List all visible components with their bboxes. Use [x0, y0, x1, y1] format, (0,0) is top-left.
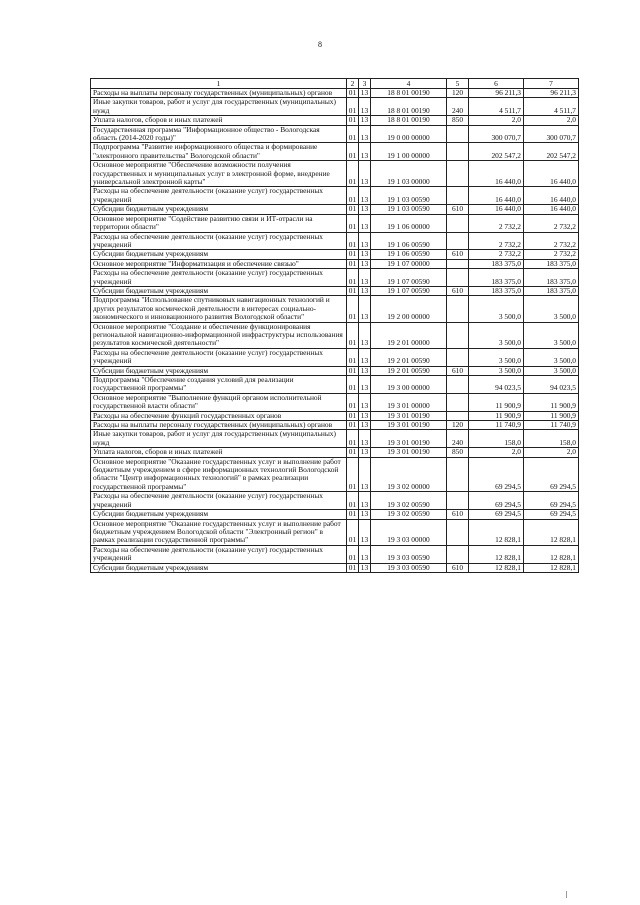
- cell-sum-year-1: 2,0: [469, 116, 524, 125]
- cell-sum-year-1: 300 070,7: [469, 125, 524, 143]
- cell-name: Основное мероприятие "Содействие развитию связи и ИТ-отрасли на территории области": [91, 214, 347, 232]
- table-row: [91, 492, 579, 510]
- margin-mark: [566, 891, 567, 898]
- cell-subsection: 13: [359, 348, 371, 366]
- cell-section: 01: [347, 205, 359, 214]
- cell-subsection: 13: [359, 259, 371, 268]
- cell-expense-type: 610: [447, 510, 469, 519]
- cell-name: Расходы на обеспечение деятельности (оказание услуг) государственных учреждений: [91, 545, 347, 563]
- cell-name: Подпрограмма "Развитие информационного общества и формирование "электронного правительства" Вологодской области": [91, 143, 347, 161]
- cell-name: Субсидии бюджетным учреждениям: [91, 205, 347, 214]
- cell-sum-year-1: 69 294,5: [469, 457, 524, 492]
- cell-sum-year-1: 94 023,5: [469, 376, 524, 394]
- cell-section: 01: [347, 448, 359, 457]
- cell-section: 01: [347, 214, 359, 232]
- cell-subsection: 13: [359, 143, 371, 161]
- cell-expense-type: 850: [447, 116, 469, 125]
- cell-sum-year-1: 11 900,9: [469, 393, 524, 411]
- cell-expense-type: 610: [447, 366, 469, 375]
- cell-name: Подпрограмма "Использование спутниковых навигационных технологий и других результатов космической деятельности в интересах социально-экономического и инновационного развития Вологодской области": [91, 296, 347, 322]
- table-row: [91, 376, 579, 394]
- cell-target-article: 19 1 00 00000: [371, 143, 447, 161]
- cell-sum-year-2: 16 440,0: [524, 187, 579, 205]
- cell-name: Расходы на обеспечение деятельности (оказание услуг) государственных учреждений: [91, 232, 347, 250]
- cell-sum-year-2: 2 732,2: [524, 214, 579, 232]
- cell-name: Субсидии бюджетным учреждениям: [91, 510, 347, 519]
- cell-sum-year-2: 69 294,5: [524, 510, 579, 519]
- cell-target-article: 19 2 01 00590: [371, 348, 447, 366]
- cell-sum-year-2: 69 294,5: [524, 457, 579, 492]
- cell-target-article: 19 3 02 00000: [371, 457, 447, 492]
- table-row: [91, 250, 579, 259]
- table-row: [91, 187, 579, 205]
- cell-subsection: 13: [359, 205, 371, 214]
- cell-name: Расходы на обеспечение функций государственных органов: [91, 411, 347, 420]
- cell-target-article: 19 1 03 00590: [371, 187, 447, 205]
- table-row: [91, 430, 579, 448]
- cell-name: Расходы на обеспечение деятельности (оказание услуг) государственных учреждений: [91, 348, 347, 366]
- cell-section: 01: [347, 545, 359, 563]
- cell-target-article: 19 1 03 00590: [371, 205, 447, 214]
- cell-sum-year-2: 11 900,9: [524, 411, 579, 420]
- cell-sum-year-1: 16 440,0: [469, 205, 524, 214]
- table-row: [91, 348, 579, 366]
- cell-section: 01: [347, 322, 359, 348]
- cell-name: Основное мероприятие "Обеспечение возможности получения государственных и муниципальных услуг в электронной форме, внедрение универсальной электронной карты": [91, 161, 347, 187]
- cell-subsection: 13: [359, 98, 371, 116]
- cell-section: 01: [347, 457, 359, 492]
- cell-subsection: 13: [359, 116, 371, 125]
- cell-name: Расходы на обеспечение деятельности (оказание услуг) государственных учреждений: [91, 187, 347, 205]
- cell-sum-year-1: 3 500,0: [469, 322, 524, 348]
- cell-sum-year-2: 2,0: [524, 448, 579, 457]
- table-row: [91, 161, 579, 187]
- cell-section: 01: [347, 286, 359, 295]
- table-row: [91, 205, 579, 214]
- header-cell: 6: [469, 79, 524, 89]
- cell-target-article: 19 2 00 00000: [371, 296, 447, 322]
- cell-section: 01: [347, 259, 359, 268]
- cell-section: 01: [347, 187, 359, 205]
- cell-sum-year-1: 183 375,0: [469, 269, 524, 287]
- cell-target-article: 19 3 03 00000: [371, 519, 447, 545]
- table-header-row: [91, 79, 579, 89]
- cell-name: Основное мероприятие "Оказание государственных услуг и выполнение работ бюджетным учреждением в сфере информационных технологий Вологодской области "Центр информационных технологий" в рамках реализации государственной программы": [91, 457, 347, 492]
- cell-target-article: 19 3 03 00590: [371, 545, 447, 563]
- cell-subsection: 13: [359, 545, 371, 563]
- cell-sum-year-2: 3 500,0: [524, 322, 579, 348]
- cell-sum-year-2: 300 070,7: [524, 125, 579, 143]
- cell-sum-year-2: 202 547,2: [524, 143, 579, 161]
- table-row: [91, 457, 579, 492]
- cell-section: 01: [347, 411, 359, 420]
- cell-target-article: 18 8 01 00190: [371, 98, 447, 116]
- cell-sum-year-1: 11 740,9: [469, 421, 524, 430]
- cell-sum-year-1: 12 828,1: [469, 519, 524, 545]
- cell-name: Основное мероприятие "Оказание государственных услуг и выполнение работ бюджетным учреждением Вологодской области "Электронный регион" в рамках реализации государственной программы": [91, 519, 347, 545]
- cell-target-article: 19 3 01 00190: [371, 448, 447, 457]
- cell-subsection: 13: [359, 269, 371, 287]
- cell-target-article: 19 1 06 00590: [371, 232, 447, 250]
- cell-sum-year-2: 183 375,0: [524, 286, 579, 295]
- table-row: [91, 510, 579, 519]
- cell-name: Расходы на выплаты персоналу государственных (муниципальных) органов: [91, 89, 347, 98]
- cell-target-article: 19 1 07 00000: [371, 259, 447, 268]
- cell-expense-type: [447, 457, 469, 492]
- cell-sum-year-1: 16 440,0: [469, 161, 524, 187]
- cell-section: 01: [347, 348, 359, 366]
- cell-expense-type: [447, 214, 469, 232]
- cell-expense-type: [447, 519, 469, 545]
- cell-sum-year-2: 96 211,3: [524, 89, 579, 98]
- cell-name: Иные закупки товаров, работ и услуг для государственных (муниципальных) нужд: [91, 430, 347, 448]
- cell-expense-type: [447, 143, 469, 161]
- cell-sum-year-2: 16 440,0: [524, 205, 579, 214]
- cell-sum-year-1: 3 500,0: [469, 296, 524, 322]
- cell-target-article: 19 3 01 00190: [371, 430, 447, 448]
- cell-expense-type: 240: [447, 430, 469, 448]
- cell-section: 01: [347, 89, 359, 98]
- cell-sum-year-2: 4 511,7: [524, 98, 579, 116]
- table-row: [91, 563, 579, 572]
- header-cell: 5: [447, 79, 469, 89]
- cell-sum-year-2: 69 294,5: [524, 492, 579, 510]
- cell-sum-year-2: 2,0: [524, 116, 579, 125]
- cell-sum-year-1: 2,0: [469, 448, 524, 457]
- cell-expense-type: [447, 125, 469, 143]
- cell-name: Государственная программа "Информационное общество - Вологодская область (2014-2020 годы)": [91, 125, 347, 143]
- cell-name: Подпрограмма "Обеспечение создания условий для реализации государственной программы": [91, 376, 347, 394]
- cell-name: Субсидии бюджетным учреждениям: [91, 286, 347, 295]
- cell-expense-type: 610: [447, 563, 469, 572]
- cell-expense-type: [447, 232, 469, 250]
- cell-subsection: 13: [359, 89, 371, 98]
- header-cell: 4: [371, 79, 447, 89]
- cell-name: Расходы на выплаты персоналу государственных (муниципальных) органов: [91, 421, 347, 430]
- cell-sum-year-2: 12 828,1: [524, 545, 579, 563]
- cell-sum-year-1: 2 732,2: [469, 250, 524, 259]
- cell-name: Субсидии бюджетным учреждениям: [91, 563, 347, 572]
- cell-sum-year-1: 3 500,0: [469, 348, 524, 366]
- cell-target-article: 19 1 07 00590: [371, 286, 447, 295]
- cell-sum-year-2: 11 740,9: [524, 421, 579, 430]
- cell-target-article: 19 1 06 00590: [371, 250, 447, 259]
- cell-sum-year-2: 3 500,0: [524, 296, 579, 322]
- cell-section: 01: [347, 563, 359, 572]
- cell-section: 01: [347, 430, 359, 448]
- cell-subsection: 13: [359, 393, 371, 411]
- cell-section: 01: [347, 125, 359, 143]
- cell-sum-year-1: 202 547,2: [469, 143, 524, 161]
- cell-subsection: 13: [359, 161, 371, 187]
- cell-subsection: 13: [359, 214, 371, 232]
- cell-sum-year-1: 2 732,2: [469, 232, 524, 250]
- cell-sum-year-2: 183 375,0: [524, 269, 579, 287]
- cell-section: 01: [347, 492, 359, 510]
- cell-name: Уплата налогов, сборов и иных платежей: [91, 116, 347, 125]
- cell-section: 01: [347, 250, 359, 259]
- cell-expense-type: [447, 492, 469, 510]
- cell-section: 01: [347, 143, 359, 161]
- cell-sum-year-1: 96 211,3: [469, 89, 524, 98]
- cell-expense-type: 120: [447, 421, 469, 430]
- cell-name: Расходы на обеспечение деятельности (оказание услуг) государственных учреждений: [91, 269, 347, 287]
- cell-expense-type: 850: [447, 448, 469, 457]
- cell-section: 01: [347, 376, 359, 394]
- cell-sum-year-1: 2 732,2: [469, 214, 524, 232]
- cell-target-article: 19 3 01 00190: [371, 411, 447, 420]
- cell-subsection: 13: [359, 376, 371, 394]
- cell-subsection: 13: [359, 421, 371, 430]
- cell-sum-year-2: 12 828,1: [524, 563, 579, 572]
- cell-section: 01: [347, 232, 359, 250]
- cell-target-article: 19 3 01 00190: [371, 421, 447, 430]
- cell-expense-type: 610: [447, 286, 469, 295]
- cell-name: Расходы на обеспечение деятельности (оказание услуг) государственных учреждений: [91, 492, 347, 510]
- cell-expense-type: [447, 545, 469, 563]
- cell-section: 01: [347, 116, 359, 125]
- header-cell: 7: [524, 79, 579, 89]
- cell-subsection: 13: [359, 187, 371, 205]
- cell-subsection: 13: [359, 448, 371, 457]
- cell-target-article: 19 0 00 00000: [371, 125, 447, 143]
- cell-subsection: 13: [359, 430, 371, 448]
- table-row: [91, 214, 579, 232]
- cell-name: Субсидии бюджетным учреждениям: [91, 250, 347, 259]
- cell-target-article: 19 3 03 00590: [371, 563, 447, 572]
- cell-target-article: 19 1 06 00000: [371, 214, 447, 232]
- cell-sum-year-2: 2 732,2: [524, 250, 579, 259]
- cell-sum-year-2: 11 900,9: [524, 393, 579, 411]
- table-row: [91, 125, 579, 143]
- cell-expense-type: [447, 393, 469, 411]
- cell-sum-year-2: 3 500,0: [524, 348, 579, 366]
- cell-sum-year-1: 69 294,5: [469, 492, 524, 510]
- cell-section: 01: [347, 161, 359, 187]
- cell-name: Основное мероприятие "Создание и обеспечение функционирования региональной навигационно-информационной инфраструктуры использования результатов космической деятельности": [91, 322, 347, 348]
- cell-sum-year-2: 158,0: [524, 430, 579, 448]
- cell-target-article: 19 2 01 00590: [371, 366, 447, 375]
- cell-subsection: 13: [359, 510, 371, 519]
- table-row: [91, 448, 579, 457]
- cell-sum-year-1: 16 440,0: [469, 187, 524, 205]
- cell-subsection: 13: [359, 457, 371, 492]
- cell-expense-type: [447, 296, 469, 322]
- cell-target-article: 19 1 03 00000: [371, 161, 447, 187]
- cell-sum-year-1: 183 375,0: [469, 286, 524, 295]
- table-row: [91, 545, 579, 563]
- cell-expense-type: [447, 348, 469, 366]
- cell-target-article: 19 3 00 00000: [371, 376, 447, 394]
- cell-subsection: 13: [359, 232, 371, 250]
- cell-expense-type: 610: [447, 205, 469, 214]
- cell-expense-type: [447, 161, 469, 187]
- header-cell: 3: [359, 79, 371, 89]
- cell-sum-year-2: 183 375,0: [524, 259, 579, 268]
- table-row: [91, 116, 579, 125]
- cell-expense-type: 240: [447, 98, 469, 116]
- cell-sum-year-1: 69 294,5: [469, 510, 524, 519]
- cell-expense-type: [447, 269, 469, 287]
- cell-section: 01: [347, 510, 359, 519]
- cell-section: 01: [347, 421, 359, 430]
- cell-subsection: 13: [359, 492, 371, 510]
- cell-sum-year-1: 11 900,9: [469, 411, 524, 420]
- cell-sum-year-2: 2 732,2: [524, 232, 579, 250]
- cell-sum-year-1: 3 500,0: [469, 366, 524, 375]
- cell-name: Основное мероприятие "Информатизация и обеспечение связью": [91, 259, 347, 268]
- cell-section: 01: [347, 296, 359, 322]
- cell-section: 01: [347, 519, 359, 545]
- cell-name: Основное мероприятие "Выполнение функций органом исполнительной государственной власти области": [91, 393, 347, 411]
- cell-section: 01: [347, 98, 359, 116]
- cell-subsection: 13: [359, 411, 371, 420]
- page-number: 8: [318, 40, 322, 49]
- cell-target-article: 18 8 01 00190: [371, 89, 447, 98]
- cell-subsection: 13: [359, 563, 371, 572]
- cell-target-article: 19 1 07 00590: [371, 269, 447, 287]
- cell-name: Уплата налогов, сборов и иных платежей: [91, 448, 347, 457]
- cell-expense-type: [447, 187, 469, 205]
- cell-target-article: 19 3 01 00000: [371, 393, 447, 411]
- cell-section: 01: [347, 269, 359, 287]
- cell-section: 01: [347, 393, 359, 411]
- cell-section: 01: [347, 366, 359, 375]
- cell-target-article: 19 3 02 00590: [371, 510, 447, 519]
- cell-subsection: 13: [359, 322, 371, 348]
- cell-sum-year-1: 158,0: [469, 430, 524, 448]
- budget-table: [90, 78, 579, 573]
- cell-expense-type: [447, 376, 469, 394]
- cell-sum-year-1: 183 375,0: [469, 259, 524, 268]
- cell-sum-year-2: 3 500,0: [524, 366, 579, 375]
- cell-subsection: 13: [359, 366, 371, 375]
- header-cell: 2: [347, 79, 359, 89]
- cell-expense-type: 610: [447, 250, 469, 259]
- table-row: [91, 143, 579, 161]
- cell-expense-type: [447, 322, 469, 348]
- table-row: [91, 296, 579, 322]
- cell-sum-year-1: 12 828,1: [469, 563, 524, 572]
- header-cell: 1: [91, 79, 347, 89]
- cell-sum-year-1: 12 828,1: [469, 545, 524, 563]
- table-body: [91, 89, 579, 573]
- table-row: [91, 322, 579, 348]
- table-row: [91, 393, 579, 411]
- cell-target-article: 19 3 02 00590: [371, 492, 447, 510]
- cell-sum-year-2: 16 440,0: [524, 161, 579, 187]
- cell-sum-year-1: 4 511,7: [469, 98, 524, 116]
- cell-expense-type: 120: [447, 89, 469, 98]
- cell-target-article: 19 2 01 00000: [371, 322, 447, 348]
- cell-subsection: 13: [359, 519, 371, 545]
- table-row: [91, 232, 579, 250]
- cell-subsection: 13: [359, 296, 371, 322]
- cell-sum-year-2: 94 023,5: [524, 376, 579, 394]
- cell-expense-type: [447, 259, 469, 268]
- table-row: [91, 98, 579, 116]
- table-row: [91, 269, 579, 287]
- cell-name: Субсидии бюджетным учреждениям: [91, 366, 347, 375]
- cell-subsection: 13: [359, 286, 371, 295]
- cell-target-article: 18 8 01 00190: [371, 116, 447, 125]
- cell-subsection: 13: [359, 250, 371, 259]
- cell-sum-year-2: 12 828,1: [524, 519, 579, 545]
- table-row: [91, 519, 579, 545]
- cell-subsection: 13: [359, 125, 371, 143]
- cell-name: Иные закупки товаров, работ и услуг для государственных (муниципальных) нужд: [91, 98, 347, 116]
